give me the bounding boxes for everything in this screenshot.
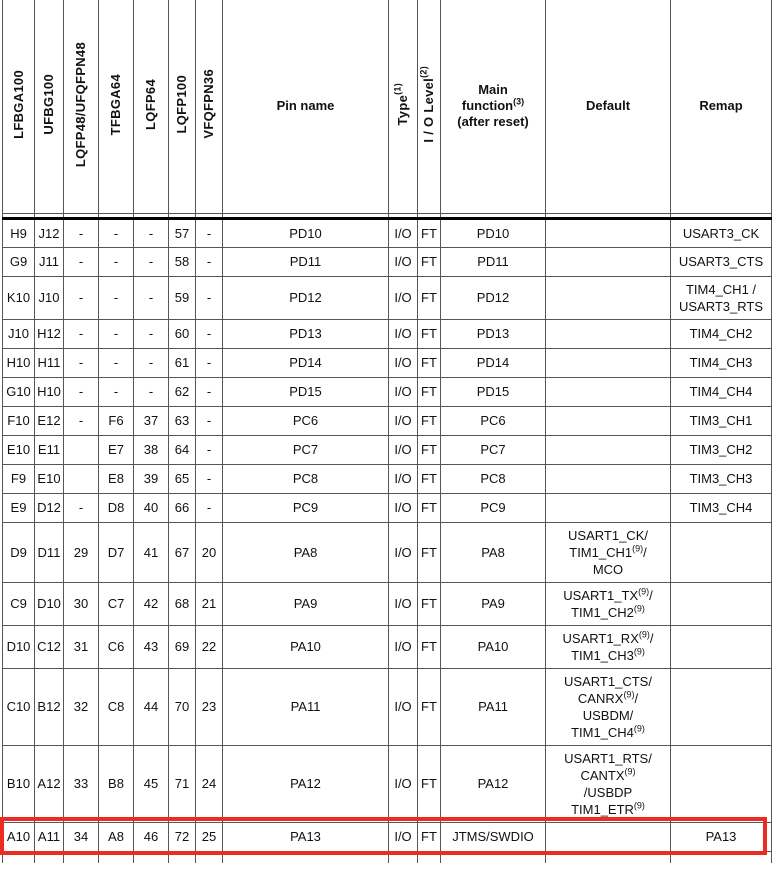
rotated-header-label: Type$^{(1)}$ <box>392 83 410 126</box>
cell-remap: TIM3_CH3 <box>671 464 772 493</box>
cell-vfqfpn36: 22 <box>196 625 223 668</box>
cell-type-1: I/O <box>389 435 418 464</box>
cell-default <box>546 464 671 493</box>
cell-ufbg100: B12 <box>35 668 64 745</box>
cell-default <box>546 377 671 406</box>
cell-lfbga100: C10 <box>3 668 35 745</box>
cell-type-1: I/O <box>389 348 418 377</box>
cell-lfbga100: D9 <box>3 522 35 582</box>
cell-lqfp64: - <box>134 218 169 247</box>
cutoff-cell <box>169 851 196 863</box>
cell-ufbg100: E10 <box>35 464 64 493</box>
row-pc7 <box>3 435 772 464</box>
cell-lfbga100: J10 <box>3 319 35 348</box>
cutoff-cell <box>134 851 169 863</box>
cell-default: USART1_CTS/ CANRX$^{(9)}$/ USBDM/ TIM1_CH4$^{(9)}$ <box>546 668 671 745</box>
cell-tfbga64: - <box>99 276 134 319</box>
cell-lqfp100: 66 <box>169 493 196 522</box>
column-header-main <box>441 0 546 213</box>
rotated-header-label: LQFP48/UFQFPN48 <box>73 41 88 167</box>
cell-vfqfpn36: - <box>196 493 223 522</box>
cell-lqfp64: 38 <box>134 435 169 464</box>
cell-i-o-level-2: FT <box>418 276 441 319</box>
cell-i-o-level-2: FT <box>418 745 441 822</box>
cell-lqfp48-ufqfpn48: 34 <box>64 822 99 851</box>
cell-lqfp100: 62 <box>169 377 196 406</box>
cell-lqfp48-ufqfpn48: 30 <box>64 582 99 625</box>
cell-default <box>546 218 671 247</box>
column-header-type-1 <box>389 0 418 213</box>
column-header-ufbg100 <box>35 0 64 213</box>
cell-vfqfpn36: - <box>196 276 223 319</box>
cell-ufbg100: H12 <box>35 319 64 348</box>
cell-i-o-level-2: FT <box>418 464 441 493</box>
cell-vfqfpn36: - <box>196 348 223 377</box>
cell-default <box>546 493 671 522</box>
cell-main: PA8 <box>441 522 546 582</box>
row-pd14 <box>3 348 772 377</box>
cell-lqfp48-ufqfpn48: 29 <box>64 522 99 582</box>
cell-main: PD15 <box>441 377 546 406</box>
cell-default <box>546 276 671 319</box>
cell-default <box>546 822 671 851</box>
cell-type-1: I/O <box>389 822 418 851</box>
cell-ufbg100: A12 <box>35 745 64 822</box>
cell-lqfp48-ufqfpn48: - <box>64 493 99 522</box>
cutoff-cell <box>546 851 671 863</box>
cell-type-1: I/O <box>389 464 418 493</box>
cell-vfqfpn36: - <box>196 377 223 406</box>
cell-lqfp100: 59 <box>169 276 196 319</box>
row-pd13 <box>3 319 772 348</box>
cell-vfqfpn36: - <box>196 247 223 276</box>
cell-pin-name: PA9 <box>223 582 389 625</box>
cell-remap <box>671 625 772 668</box>
cell-tfbga64: - <box>99 218 134 247</box>
cell-lfbga100: G9 <box>3 247 35 276</box>
cutoff-cell <box>3 851 35 863</box>
rotated-header-label: I / O Level$^{(2)}$ <box>418 65 436 143</box>
rotated-header-label: TFBGA64 <box>108 73 123 135</box>
cell-remap: TIM3_CH4 <box>671 493 772 522</box>
cell-default <box>546 319 671 348</box>
cutoff-cell <box>35 851 64 863</box>
cell-lqfp64: 43 <box>134 625 169 668</box>
cell-remap: TIM4_CH4 <box>671 377 772 406</box>
column-header-lqfp48-ufqfpn48 <box>64 0 99 213</box>
column-header-remap <box>671 0 772 213</box>
cell-lqfp64: 41 <box>134 522 169 582</box>
cell-lqfp64: - <box>134 348 169 377</box>
cell-lfbga100: F9 <box>3 464 35 493</box>
rotated-header-label: UFBG100 <box>41 73 56 135</box>
rotated-header-label: VFQFPN36 <box>201 69 216 140</box>
cell-lqfp64: 39 <box>134 464 169 493</box>
header-label: Main function$^{(3)}$ (after reset) <box>457 82 529 130</box>
cell-pin-name: PD14 <box>223 348 389 377</box>
cell-lqfp100: 65 <box>169 464 196 493</box>
row-pc9 <box>3 493 772 522</box>
cell-type-1: I/O <box>389 582 418 625</box>
cell-main: PA10 <box>441 625 546 668</box>
cell-lqfp64: - <box>134 247 169 276</box>
cell-lqfp64: - <box>134 276 169 319</box>
cell-i-o-level-2: FT <box>418 247 441 276</box>
cell-type-1: I/O <box>389 493 418 522</box>
column-header-lqfp64 <box>134 0 169 213</box>
rotated-header-label: LQFP100 <box>174 75 189 134</box>
cell-default <box>546 406 671 435</box>
cell-vfqfpn36: - <box>196 319 223 348</box>
cell-vfqfpn36: 20 <box>196 522 223 582</box>
cutoff-cell <box>196 851 223 863</box>
cell-tfbga64: - <box>99 348 134 377</box>
cell-lfbga100: E10 <box>3 435 35 464</box>
cell-lqfp48-ufqfpn48: 31 <box>64 625 99 668</box>
cutoff-cell <box>223 851 389 863</box>
cell-pin-name: PA13 <box>223 822 389 851</box>
cell-main: PA12 <box>441 745 546 822</box>
table-body <box>3 218 772 863</box>
cell-lqfp64: 37 <box>134 406 169 435</box>
cell-ufbg100: H11 <box>35 348 64 377</box>
cell-lfbga100: H10 <box>3 348 35 377</box>
cell-remap: USART3_CTS <box>671 247 772 276</box>
cell-i-o-level-2: FT <box>418 625 441 668</box>
cell-type-1: I/O <box>389 406 418 435</box>
cell-lqfp48-ufqfpn48 <box>64 435 99 464</box>
cell-default: USART1_RTS/ CANTX$^{(9)}$ /USBDP TIM1_ETR$^{(9)}$ <box>546 745 671 822</box>
row-pa12 <box>3 745 772 822</box>
cell-main: PC7 <box>441 435 546 464</box>
row-pd11 <box>3 247 772 276</box>
cell-main: PD10 <box>441 218 546 247</box>
cutoff-cell <box>671 851 772 863</box>
cell-remap: TIM4_CH3 <box>671 348 772 377</box>
row-pa10 <box>3 625 772 668</box>
header-label: Pin name <box>276 98 335 114</box>
header-label: Default <box>585 98 631 114</box>
cell-remap: TIM3_CH1 <box>671 406 772 435</box>
cell-main: PC9 <box>441 493 546 522</box>
cell-i-o-level-2: FT <box>418 377 441 406</box>
cell-main: PD14 <box>441 348 546 377</box>
cutoff-cell <box>99 851 134 863</box>
column-header-i-o-level-2 <box>418 0 441 213</box>
rotated-header-label: LFBGA100 <box>10 69 26 139</box>
cell-vfqfpn36: - <box>196 406 223 435</box>
cell-vfqfpn36: 24 <box>196 745 223 822</box>
cell-lqfp48-ufqfpn48: - <box>64 406 99 435</box>
cell-ufbg100: H10 <box>35 377 64 406</box>
cell-remap: PA13 <box>671 822 772 851</box>
pin-definitions-table <box>2 0 772 863</box>
cell-pin-name: PA11 <box>223 668 389 745</box>
cell-ufbg100: D10 <box>35 582 64 625</box>
cell-ufbg100: J11 <box>35 247 64 276</box>
cell-type-1: I/O <box>389 625 418 668</box>
cell-default: USART1_TX$^{(9)}$/ TIM1_CH2$^{(9)}$ <box>546 582 671 625</box>
column-header-lfbga100 <box>3 0 35 213</box>
table-header <box>3 0 772 218</box>
cell-ufbg100: E12 <box>35 406 64 435</box>
cell-ufbg100: E11 <box>35 435 64 464</box>
cell-tfbga64: - <box>99 319 134 348</box>
cell-lfbga100: B10 <box>3 745 35 822</box>
cell-vfqfpn36: 23 <box>196 668 223 745</box>
cell-lqfp100: 71 <box>169 745 196 822</box>
cell-lqfp48-ufqfpn48: - <box>64 377 99 406</box>
cell-i-o-level-2: FT <box>418 522 441 582</box>
cell-lqfp64: 42 <box>134 582 169 625</box>
cutoff-cell <box>418 851 441 863</box>
cell-main: JTMS/SWDIO <box>441 822 546 851</box>
cell-i-o-level-2: FT <box>418 406 441 435</box>
cell-pin-name: PD12 <box>223 276 389 319</box>
cell-lqfp100: 61 <box>169 348 196 377</box>
cell-lfbga100: E9 <box>3 493 35 522</box>
row-pc6 <box>3 406 772 435</box>
cell-default: USART1_CK/ TIM1_CH1$^{(9)}$/ MCO <box>546 522 671 582</box>
cell-lqfp100: 60 <box>169 319 196 348</box>
cell-lqfp100: 64 <box>169 435 196 464</box>
cell-default <box>546 435 671 464</box>
cell-lfbga100: D10 <box>3 625 35 668</box>
cell-vfqfpn36: - <box>196 435 223 464</box>
cell-ufbg100: D11 <box>35 522 64 582</box>
cell-i-o-level-2: FT <box>418 822 441 851</box>
cell-lqfp100: 70 <box>169 668 196 745</box>
cell-pin-name: PA8 <box>223 522 389 582</box>
cell-remap: TIM3_CH2 <box>671 435 772 464</box>
cell-i-o-level-2: FT <box>418 435 441 464</box>
cell-lqfp64: 44 <box>134 668 169 745</box>
row-pa8 <box>3 522 772 582</box>
cutoff-row <box>3 851 772 863</box>
cell-lqfp48-ufqfpn48: - <box>64 247 99 276</box>
cell-type-1: I/O <box>389 319 418 348</box>
cell-pin-name: PD10 <box>223 218 389 247</box>
cell-lfbga100: C9 <box>3 582 35 625</box>
cell-tfbga64: - <box>99 377 134 406</box>
cell-i-o-level-2: FT <box>418 668 441 745</box>
cell-tfbga64: C6 <box>99 625 134 668</box>
cell-default: USART1_RX$^{(9)}$/ TIM1_CH3$^{(9)}$ <box>546 625 671 668</box>
cell-lqfp100: 69 <box>169 625 196 668</box>
column-header-vfqfpn36 <box>196 0 223 213</box>
cell-ufbg100: C12 <box>35 625 64 668</box>
cell-remap: TIM4_CH2 <box>671 319 772 348</box>
cell-tfbga64: C8 <box>99 668 134 745</box>
cell-lqfp48-ufqfpn48: - <box>64 218 99 247</box>
cell-i-o-level-2: FT <box>418 218 441 247</box>
cell-remap <box>671 745 772 822</box>
cell-tfbga64: B8 <box>99 745 134 822</box>
cell-lqfp100: 63 <box>169 406 196 435</box>
cell-remap: TIM4_CH1 / USART3_RTS <box>671 276 772 319</box>
cell-pin-name: PA12 <box>223 745 389 822</box>
cell-remap <box>671 668 772 745</box>
cell-default <box>546 348 671 377</box>
cell-pin-name: PD15 <box>223 377 389 406</box>
column-header-lqfp100 <box>169 0 196 213</box>
column-header-tfbga64 <box>99 0 134 213</box>
cell-lfbga100: G10 <box>3 377 35 406</box>
cell-i-o-level-2: FT <box>418 348 441 377</box>
rotated-header-label: LQFP64 <box>143 78 158 130</box>
cell-remap <box>671 582 772 625</box>
cell-lqfp48-ufqfpn48: 32 <box>64 668 99 745</box>
row-pa13 <box>3 822 772 851</box>
cell-pin-name: PC6 <box>223 406 389 435</box>
cell-i-o-level-2: FT <box>418 582 441 625</box>
cell-lqfp100: 58 <box>169 247 196 276</box>
cell-lqfp100: 67 <box>169 522 196 582</box>
cell-vfqfpn36: - <box>196 218 223 247</box>
cell-main: PD13 <box>441 319 546 348</box>
cell-lqfp48-ufqfpn48: - <box>64 348 99 377</box>
row-pd15 <box>3 377 772 406</box>
cell-remap <box>671 522 772 582</box>
cell-type-1: I/O <box>389 276 418 319</box>
cell-lqfp64: 46 <box>134 822 169 851</box>
cell-tfbga64: D8 <box>99 493 134 522</box>
cell-type-1: I/O <box>389 745 418 822</box>
cell-lqfp64: 45 <box>134 745 169 822</box>
cell-type-1: I/O <box>389 522 418 582</box>
cell-remap: USART3_CK <box>671 218 772 247</box>
cell-default <box>546 247 671 276</box>
cell-lqfp100: 72 <box>169 822 196 851</box>
cell-ufbg100: J12 <box>35 218 64 247</box>
cell-tfbga64: A8 <box>99 822 134 851</box>
cell-lqfp64: 40 <box>134 493 169 522</box>
column-header-default <box>546 0 671 213</box>
cell-pin-name: PD11 <box>223 247 389 276</box>
cell-pin-name: PA10 <box>223 625 389 668</box>
cell-lqfp100: 68 <box>169 582 196 625</box>
cell-vfqfpn36: - <box>196 464 223 493</box>
cell-lqfp64: - <box>134 319 169 348</box>
cutoff-cell <box>64 851 99 863</box>
cell-main: PA9 <box>441 582 546 625</box>
row-pd10 <box>3 218 772 247</box>
cell-main: PD11 <box>441 247 546 276</box>
cell-lqfp48-ufqfpn48: - <box>64 276 99 319</box>
cell-tfbga64: - <box>99 247 134 276</box>
cell-ufbg100: J10 <box>35 276 64 319</box>
row-pd12 <box>3 276 772 319</box>
header-label: Remap <box>699 98 743 114</box>
cell-main: PC6 <box>441 406 546 435</box>
cell-main: PA11 <box>441 668 546 745</box>
header-row <box>3 0 772 213</box>
cell-vfqfpn36: 21 <box>196 582 223 625</box>
cell-i-o-level-2: FT <box>418 493 441 522</box>
cell-type-1: I/O <box>389 218 418 247</box>
cell-lqfp48-ufqfpn48: 33 <box>64 745 99 822</box>
cell-pin-name: PC7 <box>223 435 389 464</box>
cell-type-1: I/O <box>389 377 418 406</box>
cell-lfbga100: A10 <box>3 822 35 851</box>
cell-pin-name: PC9 <box>223 493 389 522</box>
cell-lfbga100: H9 <box>3 218 35 247</box>
cell-lfbga100: F10 <box>3 406 35 435</box>
cell-i-o-level-2: FT <box>418 319 441 348</box>
cell-type-1: I/O <box>389 247 418 276</box>
row-pa9 <box>3 582 772 625</box>
cell-tfbga64: E7 <box>99 435 134 464</box>
cell-lfbga100: K10 <box>3 276 35 319</box>
row-pa11 <box>3 668 772 745</box>
cell-vfqfpn36: 25 <box>196 822 223 851</box>
cell-type-1: I/O <box>389 668 418 745</box>
cell-tfbga64: E8 <box>99 464 134 493</box>
row-pc8 <box>3 464 772 493</box>
cell-tfbga64: F6 <box>99 406 134 435</box>
cell-pin-name: PD13 <box>223 319 389 348</box>
cutoff-cell <box>441 851 546 863</box>
cell-ufbg100: D12 <box>35 493 64 522</box>
cell-lqfp48-ufqfpn48: - <box>64 319 99 348</box>
cell-tfbga64: D7 <box>99 522 134 582</box>
cell-lqfp100: 57 <box>169 218 196 247</box>
cell-main: PD12 <box>441 276 546 319</box>
cell-main: PC8 <box>441 464 546 493</box>
cell-pin-name: PC8 <box>223 464 389 493</box>
cell-tfbga64: C7 <box>99 582 134 625</box>
cell-ufbg100: A11 <box>35 822 64 851</box>
cutoff-cell <box>389 851 418 863</box>
cell-lqfp48-ufqfpn48 <box>64 464 99 493</box>
column-header-pin-name <box>223 0 389 213</box>
cell-lqfp64: - <box>134 377 169 406</box>
